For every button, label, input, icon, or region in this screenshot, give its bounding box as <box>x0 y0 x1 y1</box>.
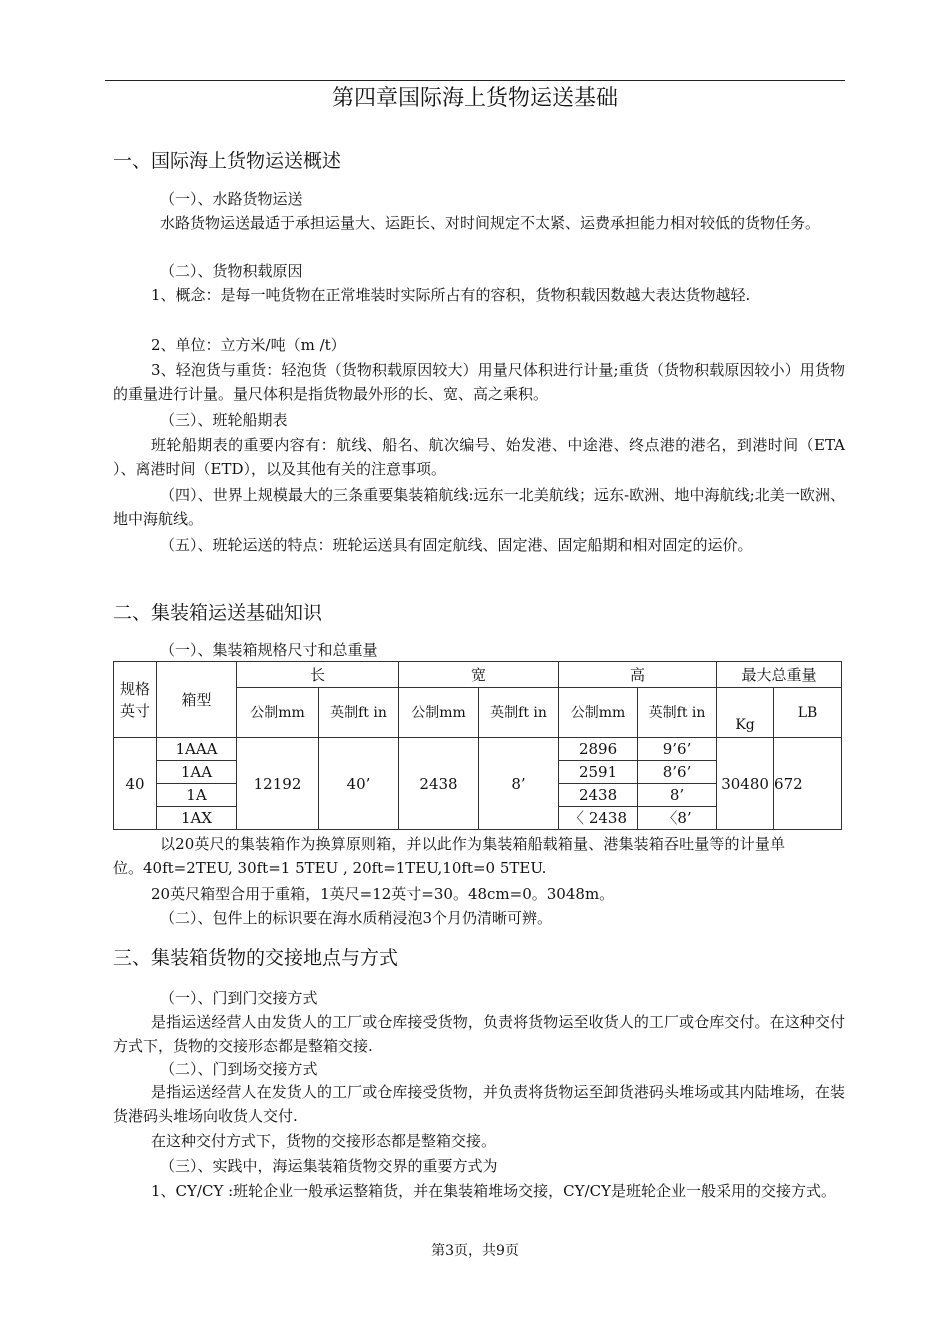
sec3-sub3-title: （三）、实践中，海运集装箱货物交界的重要方式为 <box>160 1157 498 1175</box>
cell-hei-ft: 8’ <box>638 784 717 807</box>
sec1-sub3-title: （三）、班轮船期表 <box>160 411 288 429</box>
header-width-imperial: 英制ft in <box>479 688 559 738</box>
sec3-sub2-text2: 在这种交付方式下，货物的交接形态都是整箱交接。 <box>151 1132 497 1150</box>
sec2-para-teu: 以20英尺的集装箱作为换算原则箱，并以此作为集装箱船载箱量、港集装箱吞吐量等的计量单位。40ft=2TEU, 30ft=1 5TEU , 20ft=1TEU,10ft=0 5TEU. <box>113 835 785 877</box>
cell-len-mm: 12192 <box>237 738 319 830</box>
header-height-metric: 公制mm <box>559 688 638 738</box>
header-width: 宽 <box>399 662 559 688</box>
cell-type: 1AA <box>157 761 237 784</box>
header-length-metric: 公制mm <box>237 688 319 738</box>
cell-hei-mm: 2591 <box>559 761 638 784</box>
header-width-metric: 公制mm <box>399 688 479 738</box>
sec3-sub1-text: 是指运送经营人由发货人的工厂或仓库接受货物，负责将货物运至收货人的工厂或仓库交付。在这种交付方式下，货物的交接形态都是整箱交接. <box>113 1013 845 1055</box>
sec1-sub1-text: 水路货物运送最适于承担运量大、运距长、对时间规定不太紧、运费承担能力相对较低的货物任务。 <box>160 214 821 232</box>
sec1-sub3-text: 班轮船期表的重要内容有：航线、船名、航次编号、始发港、中途港、终点港的港名，到港时间（ETA ）、离港时间（ETD），以及其他有关的注意事项。 <box>113 436 845 478</box>
header-height-imperial: 英制ft in <box>638 688 717 738</box>
cell-hei-ft: 9’6’ <box>638 738 717 761</box>
cell-hei-mm: 2896 <box>559 738 638 761</box>
header-kg: Kg <box>717 688 774 738</box>
page-footer: 第3页，共9页 <box>431 1243 519 1259</box>
sec3-sub2-title: （二）、门到场交接方式 <box>160 1060 318 1078</box>
sec1-para-unit: 2、单位：立方米/吨（m /t） <box>151 336 346 354</box>
header-rule <box>105 80 845 81</box>
header-max-weight: 最大总重量 <box>717 662 842 688</box>
header-length: 长 <box>237 662 399 688</box>
cell-kg: 30480 <box>717 738 774 830</box>
sec3-sub2-text: 是指运送经营人在发货人的工厂或仓库接受货物，并负责将货物运至卸货港码头堆场或其内陆堆场，在装货港码头堆场向收货人交付. <box>113 1083 845 1125</box>
header-spec: 规格英寸 <box>114 662 157 738</box>
header-type: 箱型 <box>157 662 237 738</box>
sec3-sub3-text: 1、CY/CY :班轮企业一般承运整箱货，并在集装箱堆场交接，CY/CY是班轮企业一般采用的交接方式。 <box>151 1182 836 1200</box>
header-lb: LB <box>774 688 842 738</box>
sec1-sub4: （四）、世界上规模最大的三条重要集装箱航线:远东一北美航线；远东-欧洲、地中海航线;北美一欧洲、地中海航线。 <box>113 486 845 528</box>
sec2-sub1-title: （一）、集装箱规格尺寸和总重量 <box>160 641 378 659</box>
section-2-heading: 二、集装箱运送基础知识 <box>113 602 323 624</box>
cell-type: 1AX <box>157 807 237 830</box>
sec1-para-concept: 1、概念：是每一吨货物在正常堆装时实际所占有的容积，货物积载因数越大表达货物越轻. <box>151 286 751 304</box>
sec1-para-light-heavy: 3、轻泡货与重货：轻泡货（货物积载原因较大）用量尺体积进行计量;重货（货物积载原因较小）用货物的重量进行计量。量尺体积是指货物最外形的长、宽、高之乘积。 <box>113 361 845 403</box>
cell-hei-mm: 〈 2438 <box>559 807 638 830</box>
cell-hei-ft: 8’6’ <box>638 761 717 784</box>
section-3-heading: 三、集装箱货物的交接地点与方式 <box>113 947 399 969</box>
cell-hei-ft: 〈8’ <box>638 807 717 830</box>
cell-type: 1AAA <box>157 738 237 761</box>
header-length-imperial: 英制ft in <box>319 688 399 738</box>
cell-lb: 672 <box>774 738 842 830</box>
cell-type: 1A <box>157 784 237 807</box>
cell-len-ft: 40’ <box>319 738 399 830</box>
header-height: 高 <box>559 662 717 688</box>
sec1-sub1-title: （一）、水路货物运送 <box>160 190 303 208</box>
page-title: 第四章国际海上货物运送基础 <box>331 86 618 111</box>
sec2-para-20ft: 20英尺箱型合用于重箱，1英尺=12英寸=30。48cm=0。3048m。 <box>151 885 615 903</box>
sec1-sub2-title: （二）、货物积载原因 <box>160 262 303 280</box>
cell-wid-mm: 2438 <box>399 738 479 830</box>
section-1-heading: 一、国际海上货物运送概述 <box>113 150 342 172</box>
sec2-sub2: （二）、包件上的标识要在海水质稍浸泡3个月仍清晰可辨。 <box>160 909 553 927</box>
cell-wid-ft: 8’ <box>479 738 559 830</box>
cell-spec: 40 <box>114 738 157 830</box>
sec1-sub5: （五）、班轮运送的特点：班轮运送具有固定航线、固定港、固定船期和相对固定的运价。 <box>160 536 753 554</box>
cell-hei-mm: 2438 <box>559 784 638 807</box>
container-spec-table <box>113 661 842 830</box>
sec3-sub1-title: （一）、门到门交接方式 <box>160 989 318 1007</box>
